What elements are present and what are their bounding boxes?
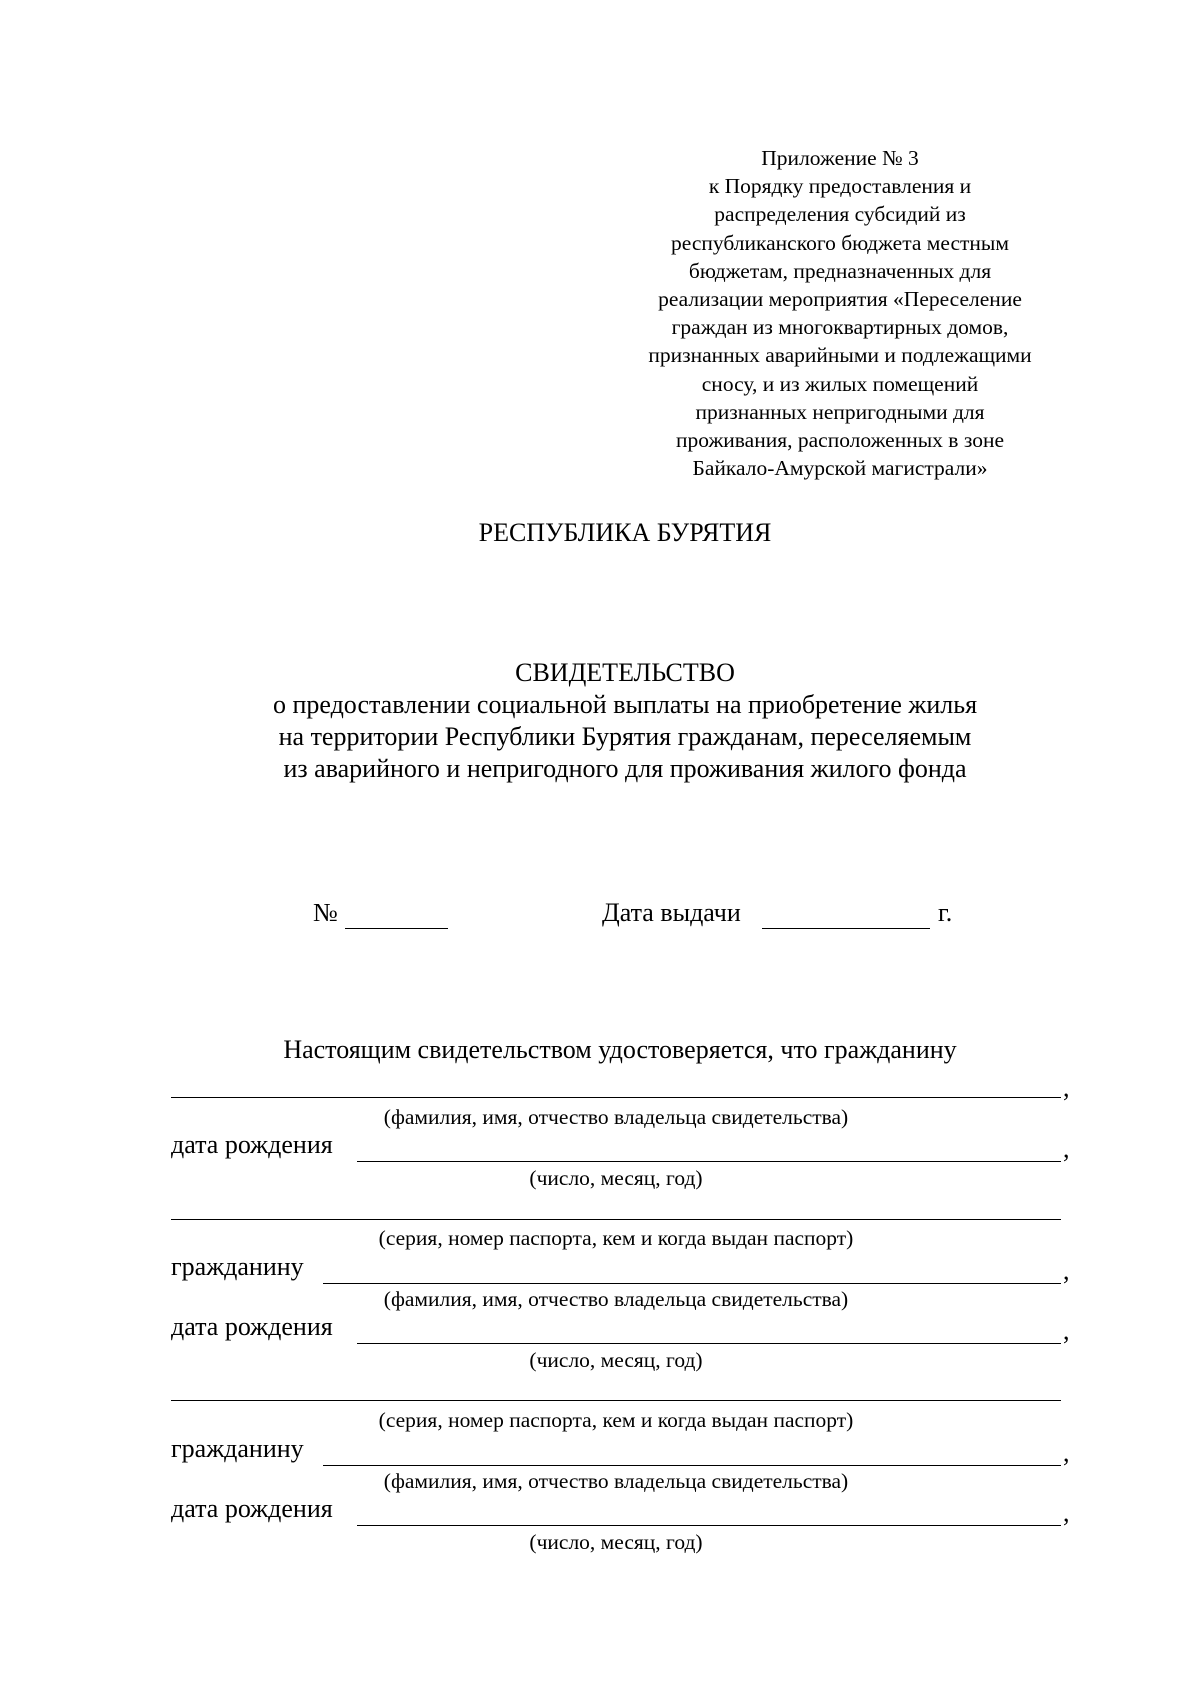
hint-passport: (серия, номер паспорта, кем и когда выдан паспорт) xyxy=(378,1226,854,1250)
hint-fio: (фамилия, имя, отчество владельца свидетельства) xyxy=(383,1287,849,1311)
citizen-3-birth-date-field[interactable] xyxy=(357,1525,1061,1526)
certificate-subtitle-line: из аварийного и непригодного для проживания жилого фонда xyxy=(283,754,967,783)
hint-fio: (фамилия, имя, отчество владельца свидетельства) xyxy=(383,1469,849,1493)
comma: , xyxy=(1063,1134,1070,1163)
hint-date: (число, месяц, год) xyxy=(529,1166,703,1190)
citizen-1-birth-date-field[interactable] xyxy=(357,1161,1061,1162)
annex-line: граждан из многоквартирных домов, xyxy=(671,315,1009,340)
citizen-1-passport-field[interactable] xyxy=(171,1219,1061,1220)
certificate-title: СВИДЕТЕЛЬСТВО xyxy=(515,658,735,687)
number-sign: № xyxy=(313,898,338,927)
citizen-1-name-field[interactable] xyxy=(171,1097,1061,1098)
hint-date: (число, месяц, год) xyxy=(529,1348,703,1372)
annex-line: бюджетам, предназначенных для xyxy=(688,258,992,283)
certificate-subtitle-line: о предоставлении социальной выплаты на приобретение жилья xyxy=(272,690,978,719)
annex-line: проживания, расположенных в зоне xyxy=(675,428,1005,453)
intro-text: Настоящим свидетельством удостоверяется, что гражданину xyxy=(283,1035,957,1064)
annex-line: признанных непригодными для xyxy=(695,399,985,424)
hint-passport: (серия, номер паспорта, кем и когда выдан паспорт) xyxy=(378,1408,854,1432)
annex-line: признанных аварийными и подлежащими xyxy=(648,343,1032,368)
certificate-subtitle-line: на территории Республики Бурятия гражданам, переселяемым xyxy=(278,722,972,751)
citizen-label: гражданину xyxy=(171,1434,304,1463)
issue-date-label: Дата выдачи xyxy=(602,898,741,927)
citizen-3-name-field[interactable] xyxy=(323,1465,1061,1466)
certificate-number-field[interactable] xyxy=(345,928,448,929)
annex-block xyxy=(600,144,1080,482)
comma: , xyxy=(1063,1316,1070,1345)
comma: , xyxy=(1063,1256,1070,1285)
citizen-2-birth-date-field[interactable] xyxy=(357,1343,1061,1344)
birth-date-label: дата рождения xyxy=(171,1494,333,1523)
annex-line: Байкало-Амурской магистрали» xyxy=(692,456,988,481)
republic-heading: РЕСПУБЛИКА БУРЯТИЯ xyxy=(478,518,772,547)
annex-line: Приложение № 3 xyxy=(761,146,919,170)
annex-line: сносу, и из жилых помещений xyxy=(701,371,979,396)
annex-line: реализации мероприятия «Переселение xyxy=(658,287,1022,312)
citizen-2-name-field[interactable] xyxy=(323,1283,1061,1284)
annex-line: республиканского бюджета местным xyxy=(671,230,1009,255)
year-suffix: г. xyxy=(938,898,953,927)
comma: , xyxy=(1063,1073,1070,1102)
citizen-2-passport-field[interactable] xyxy=(171,1400,1061,1401)
annex-line: распределения субсидий из xyxy=(714,202,966,227)
comma: , xyxy=(1063,1498,1070,1527)
birth-date-label: дата рождения xyxy=(171,1312,333,1341)
hint-date: (число, месяц, год) xyxy=(529,1530,703,1554)
comma: , xyxy=(1063,1438,1070,1467)
certificate-title-block xyxy=(200,657,1050,785)
annex-line: к Порядку предоставления и xyxy=(708,174,972,199)
citizen-label: гражданину xyxy=(171,1252,304,1281)
birth-date-label: дата рождения xyxy=(171,1130,333,1159)
hint-fio: (фамилия, имя, отчество владельца свидетельства) xyxy=(383,1105,849,1129)
issue-date-field[interactable] xyxy=(762,928,930,929)
